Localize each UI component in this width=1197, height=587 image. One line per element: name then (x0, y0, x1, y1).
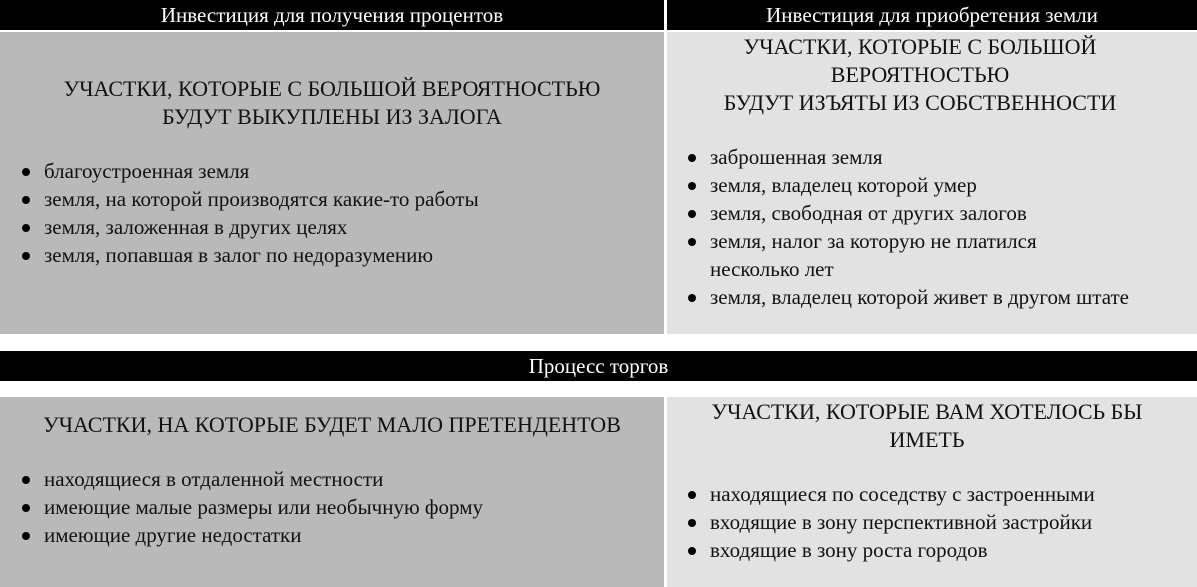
list-item: земля, попавшая в залог по недоразумению (20, 241, 664, 269)
bullet-list (20, 465, 664, 549)
header-land-investment: Инвестиция для приобретения земли (667, 0, 1197, 30)
list-item: находящиеся в отдаленной местности (20, 465, 664, 493)
list-item: земля, заложенная в других целях (20, 213, 664, 241)
panel-likely-seized (667, 32, 1197, 334)
list-item: входящие в зону перспективной застройки (686, 508, 1197, 536)
list-item: находящиеся по соседству с застроенными (686, 480, 1197, 508)
bullet-list (686, 480, 1197, 564)
panel-likely-redeemed (0, 32, 664, 334)
list-item: земля, свободная от других залогов (686, 199, 1197, 227)
list-item: земля, на которой производятся какие-то работы (20, 185, 664, 213)
bullet-list (20, 157, 664, 269)
panel-few-bidders (0, 397, 664, 587)
list-item: земля, владелец которой умер (686, 171, 1197, 199)
bullet-list (686, 143, 1197, 311)
list-item: входящие в зону роста городов (686, 536, 1197, 564)
list-item: заброшенная земля (686, 143, 1197, 171)
list-item: имеющие другие недостатки (20, 521, 664, 549)
header-interest-investment: Инвестиция для получения процентов (0, 0, 664, 30)
list-item: земля, владелец которой живет в другом штате (686, 283, 1197, 311)
panel-title: УЧАСТКИ, КОТОРЫЕ С БОЛЬШОЙ ВЕРОЯТНОСТЬЮ БУДУТ ВЫКУПЛЕНЫ ИЗ ЗАЛОГА (63, 76, 601, 129)
list-item: благоустроенная земля (20, 157, 664, 185)
list-item: земля, налог за которую не платился несколько лет (686, 227, 1197, 283)
panel-title: УЧАСТКИ, НА КОТОРЫЕ БУДЕТ МАЛО ПРЕТЕНДЕНТОВ (43, 412, 621, 437)
panel-desired-plots (667, 397, 1197, 587)
list-item: имеющие малые размеры или необычную форму (20, 493, 664, 521)
header-bidding-process: Процесс торгов (0, 351, 1197, 381)
panel-title: УЧАСТКИ, КОТОРЫЕ С БОЛЬШОЙ ВЕРОЯТНОСТЬЮ БУДУТ ИЗЪЯТЫ ИЗ СОБСТВЕННОСТИ (723, 34, 1117, 115)
panel-title: УЧАСТКИ, КОТОРЫЕ ВАМ ХОТЕЛОСЬ БЫ ИМЕТЬ (711, 399, 1143, 452)
